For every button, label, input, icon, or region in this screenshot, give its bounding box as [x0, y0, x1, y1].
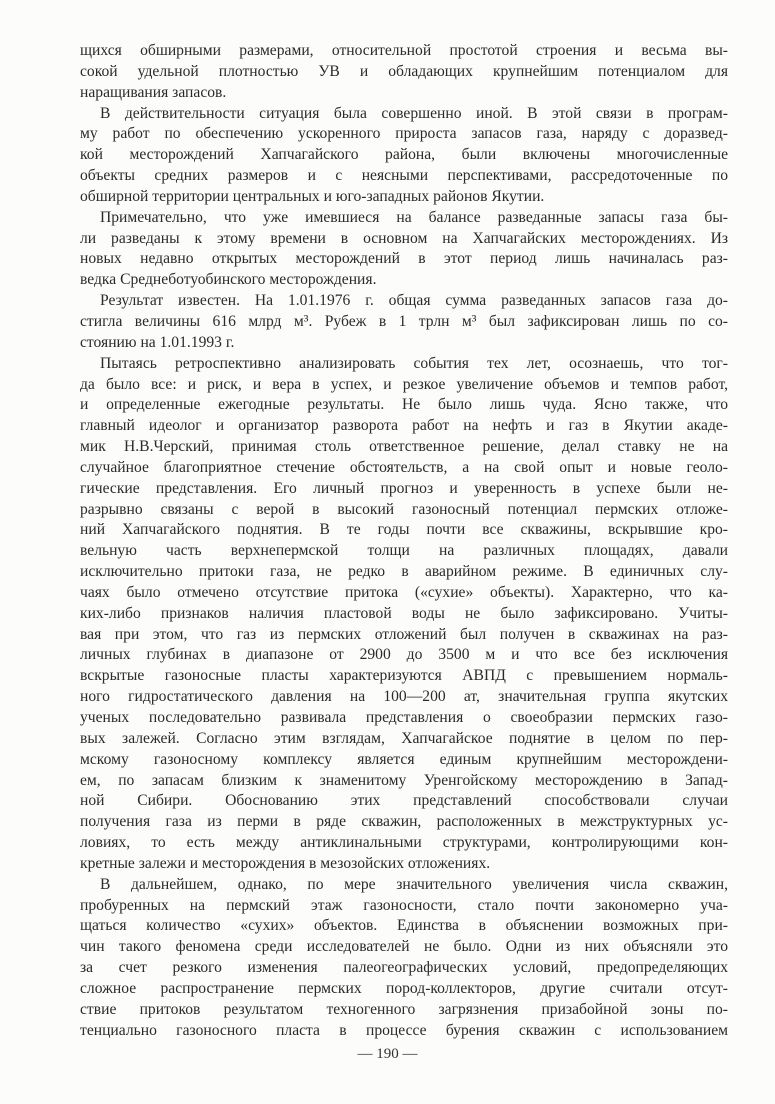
- text-line: вскрытые газоносные пласты характеризуются АВПД с превышением нормаль-: [80, 667, 728, 685]
- text-line: В дальнейшем, однако, по мере значительного увеличения числа скважин,: [100, 875, 728, 893]
- paragraph: [80, 291, 728, 354]
- text-line: мскому газоносному комплексу является единым крупнейшим месторождени-: [80, 750, 728, 768]
- text-line: ведка Среднеботуобинского месторождения.: [80, 271, 377, 289]
- text-line: исключительно притоки газа, не редко в аварийном режиме. В единичных слу-: [80, 563, 728, 581]
- text-line: за счет резкого изменения палеогеографических условий, предопределяющих: [80, 959, 728, 977]
- text-line: кретные залежи и месторождения в мезозойских отложениях.: [80, 854, 491, 872]
- text-line: объекты средних размеров и с неясными перспективами, рассредоточенные по: [80, 167, 728, 185]
- text-line: вая при этом, что газ из пермских отложений был получен в скважинах на раз-: [80, 625, 728, 643]
- text-line: щаться количество «сухих» объектов. Единства в объяснении возможных при-: [80, 917, 728, 935]
- text-line: вельную часть верхнепермской толщи на различных площадях, давали: [80, 542, 728, 560]
- text-line: Примечательно, что уже имевшиеся на балансе разведанные запасы газа бы-: [100, 208, 728, 226]
- paragraph: [80, 354, 728, 875]
- text-line: ких-либо признаков наличия пластовой воды не было зафиксировано. Учиты-: [80, 604, 728, 622]
- text-line: стигла величины 616 млрд м³. Рубеж в 1 трлн м³ был зафиксирован лишь по со-: [80, 312, 728, 330]
- text-line: получения газа из перми в ряде скважин, расположенных в межструктурных ус-: [80, 813, 728, 831]
- text-line: разрывно связаны с верой в высокий газоносный потенциал пермских отложе-: [80, 500, 728, 518]
- body-text: [80, 41, 728, 1042]
- text-line: Пытаясь ретроспективно анализировать события тех лет, осознаешь, что тог-: [100, 354, 728, 372]
- text-line: и определенные ежегодные результаты. Не было лишь чуда. Ясно также, что: [80, 396, 728, 414]
- page-number: — 190 —: [357, 1046, 418, 1062]
- text-line: му работ по обеспечению ускоренного прироста запасов газа, наряду с доразвед-: [80, 125, 728, 143]
- paragraph: [80, 208, 728, 291]
- text-line: случайное благоприятное стечение обстоятельств, а на свой опыт и новые геоло-: [80, 458, 728, 476]
- text-line: сокой удельной плотностью УВ и обладающих крупнейшим потенциалом для: [80, 62, 728, 80]
- text-line: ем, по запасам близким к знаменитому Уренгойскому месторождению в Запад-: [80, 771, 728, 789]
- text-line: ной Сибири. Обоснованию этих представлений способствовали случаи: [80, 792, 728, 810]
- text-line: гические представления. Его личный прогноз и уверенность в успехе были не-: [80, 479, 728, 497]
- paragraph: [80, 875, 728, 1042]
- text-line: сложное распространение пермских пород-коллекторов, другие считали отсут-: [80, 979, 728, 997]
- text-line: главный идеолог и организатор разворота работ на нефть и газ в Якутии акаде-: [80, 417, 728, 435]
- text-line: стоянию на 1.01.1993 г.: [80, 333, 235, 351]
- text-line: щихся обширными размерами, относительной простотой строения и весьма вы-: [80, 42, 728, 59]
- text-line: новых недавно открытых месторождений в этот период лишь начиналась раз-: [80, 250, 728, 268]
- text-line: ного гидростатического давления на 100—200 ат, значительная группа якутских: [80, 688, 728, 706]
- text-line: ствие притоков результатом техногенного загрязнения призабойной зоны по-: [80, 1000, 728, 1018]
- text-line: ли разведаны к этому времени в основном на Хапчагайских месторождениях. Из: [80, 229, 728, 247]
- text-line: мик Н.В.Черский, принимая столь ответственное решение, делал ставку не на: [80, 438, 728, 456]
- text-line: ученых последовательно развивала представления о своеобразии пермских газо-: [80, 709, 728, 726]
- text-line: В действительности ситуация была совершенно иной. В этой связи в програм-: [100, 104, 728, 122]
- text-line: тенциально газоносного пласта в процессе бурения скважин с использованием: [80, 1021, 728, 1039]
- text-line: да было все: и риск, и вера в успех, и резкое увеличение объемов и темпов работ,: [80, 375, 728, 393]
- text-line: ловиях, то есть между антиклинальными структурами, контролирующими кон-: [80, 834, 728, 852]
- text-line: Результат известен. На 1.01.1976 г. общая сумма разведанных запасов газа до-: [100, 292, 728, 310]
- text-line: чин такого феномена среди исследователей не было. Одни из них объясняли это: [80, 938, 728, 956]
- text-line: ний Хапчагайского поднятия. В те годы почти все скважины, вскрывшие кро-: [80, 521, 728, 539]
- text-line: вых залежей. Согласно этим взглядам, Хапчагайское поднятие в целом по пер-: [80, 729, 728, 747]
- text-line: наращивания запасов.: [80, 83, 227, 101]
- text-line: личных глубинах в диапазоне от 2900 до 3500 м и что все без исключения: [80, 646, 728, 664]
- paragraph: [80, 104, 728, 208]
- text-line: чаях было отмечено отсутствие притока («сухие» объекты). Характерно, что ка-: [80, 583, 728, 601]
- text-line: пробуренных на пермский этаж газоносности, стало почти закономерно уча-: [80, 896, 728, 914]
- text-line: обширной территории центральных и юго-западных районов Якутии.: [80, 187, 545, 205]
- text-line: кой месторождений Хапчагайского района, были включены многочисленные: [80, 146, 728, 164]
- paragraph: [80, 41, 728, 104]
